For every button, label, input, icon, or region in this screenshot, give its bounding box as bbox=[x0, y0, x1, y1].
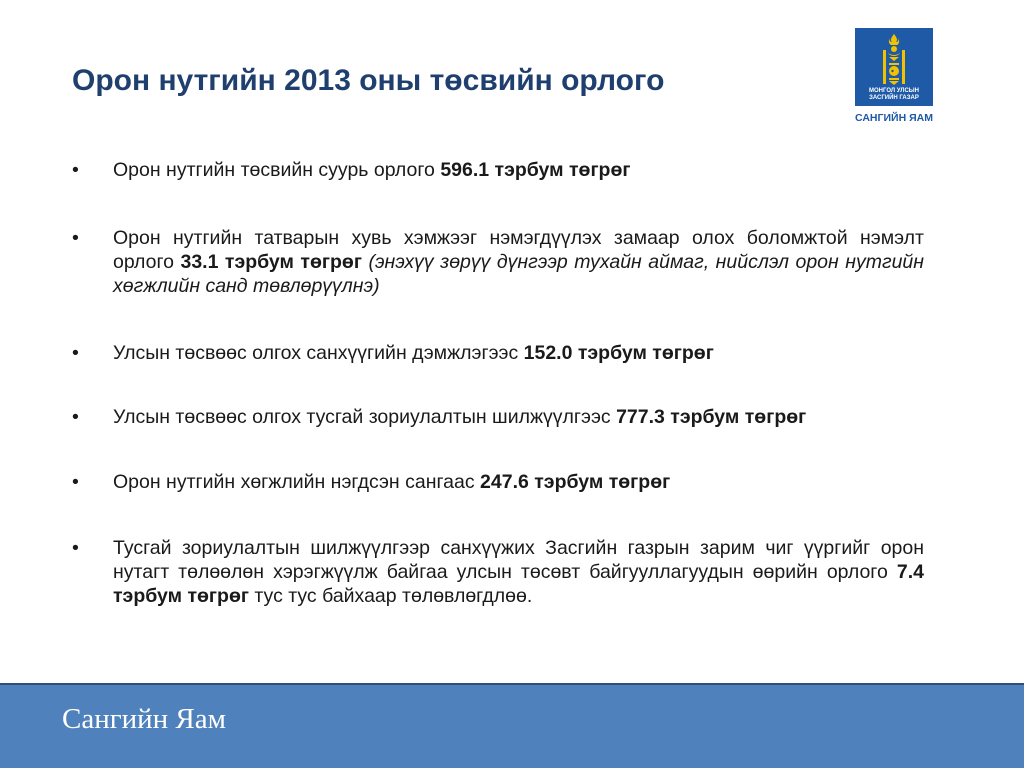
bullet-text: Орон нутгийн төсвийн суурь орлого bbox=[113, 159, 441, 181]
bullet-text: Орон нутгийн татварын хувь хэмжээг нэмэгдүүлэх замаар олох боломжтой нэмэлт орлого bbox=[113, 227, 924, 273]
list-item bbox=[72, 226, 924, 298]
list-item bbox=[72, 341, 924, 365]
bullet-amount: 33.1 тэрбум төгрөг bbox=[180, 251, 362, 273]
logo-line-1: МОНГОЛ УЛСЫН bbox=[869, 88, 919, 94]
logo-line-2: ЗАСГИЙН ГАЗАР bbox=[869, 95, 919, 101]
footer-title: Сангийн Яам bbox=[62, 703, 227, 735]
bullet-text: Улсын төсвөөс олгох санхүүгийн дэмжлэгээс bbox=[113, 342, 524, 364]
list-item bbox=[72, 536, 924, 608]
bullet-icon: • bbox=[72, 227, 79, 249]
bullet-note: (энэхүү зөрүү дүнгээр тухайн аймаг, нийслэл орон нутгийн хөгжлийн санд төвлөрүүлнэ) bbox=[113, 251, 924, 297]
bullet-icon: • bbox=[72, 471, 79, 493]
bullet-icon: • bbox=[72, 406, 79, 428]
bullet-text: Улсын төсвөөс олгох тусгай зориулалтын шилжүүлгээс bbox=[113, 406, 617, 428]
bullet-amount: 596.1 тэрбум төгрөг bbox=[440, 159, 631, 181]
bullet-amount: 152.0 тэрбум төгрөг bbox=[523, 342, 714, 364]
government-logo bbox=[855, 28, 933, 106]
bullet-text: Орон нутгийн хөгжлийн нэгдсэн сангаас bbox=[113, 471, 481, 493]
bullet-amount: 777.3 тэрбум төгрөг bbox=[616, 406, 807, 428]
bullet-text-tail: тус тус байхаар төлөвлөгдлөө. bbox=[248, 585, 533, 607]
slide-title: Орон нутгийн 2013 оны төсвийн орлого bbox=[72, 64, 665, 97]
bullet-icon: • bbox=[72, 159, 79, 181]
bullet-amount: 7.4 тэрбум төгрөг bbox=[113, 561, 924, 607]
list-item bbox=[72, 158, 924, 182]
footer-bar bbox=[0, 683, 1024, 768]
bullet-icon: • bbox=[72, 537, 79, 559]
logo-caption: САНГИЙН ЯАМ bbox=[855, 112, 933, 124]
bullet-list bbox=[72, 158, 924, 608]
bullet-icon: • bbox=[72, 342, 79, 364]
list-item bbox=[72, 470, 924, 494]
list-item bbox=[72, 405, 924, 429]
bullet-text: Тусгай зориулалтын шилжүүлгээр санхүүжих Засгийн газрын зарим чиг үүргийг орон нутагт төлөөлөн хэрэгжүүлж байгаа улсын төсөвт байгууллагуудын өөрийн орлого bbox=[113, 537, 924, 583]
bullet-amount: 247.6 тэрбум төгрөг bbox=[480, 471, 671, 493]
